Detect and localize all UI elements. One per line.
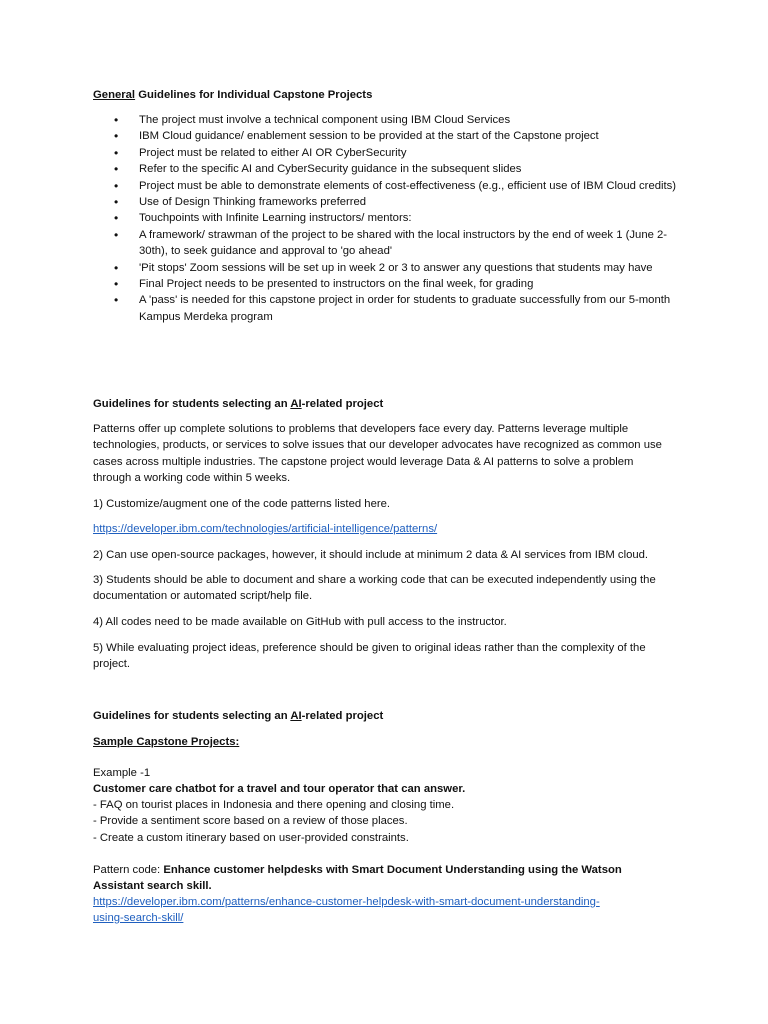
heading-ai-word: AI	[290, 710, 302, 722]
item-4-github: 4) All codes need to be made available on GitHub with pull access to the instructor.	[93, 616, 507, 628]
list-item: • Final Project needs to be presented to instructors on the final week, for grading	[93, 276, 683, 292]
heading-rest: Guidelines for Individual Capstone Projects	[135, 89, 373, 101]
ai-patterns-link[interactable]: https://developer.ibm.com/technologies/artificial-intelligence/patterns/	[93, 523, 438, 535]
pattern-code-title: Enhance customer helpdesks with Smart Document Understanding using the Watson Assistant search skill.	[93, 864, 622, 893]
list-item: • Project must be related to either AI OR CyberSecurity	[93, 145, 683, 161]
list-item: • IBM Cloud guidance/ enablement session to be provided at the start of the Capstone project	[93, 128, 683, 144]
example-label: Example -1	[93, 767, 151, 779]
example-line: - FAQ on tourist places in Indonesia and there opening and closing time.	[93, 799, 455, 811]
heading-text: -related project	[301, 398, 384, 410]
item-1-customize: 1) Customize/augment one of the code patterns listed here.	[93, 498, 391, 510]
example-line: - Provide a sentiment score based on a review of those places.	[93, 815, 408, 827]
list-item: • 'Pit stops' Zoom sessions will be set up in week 2 or 3 to answer any questions that students may have	[93, 260, 683, 276]
list-item: • Refer to the specific AI and CyberSecurity guidance in the subsequent slides	[93, 161, 683, 177]
item-3-documentation: 3) Students should be able to document and share a working code that can be executed independently using the documentation or automated script/help file.	[93, 574, 656, 603]
ai-guidelines-heading-2	[93, 708, 383, 724]
pattern-code-paragraph	[93, 862, 673, 895]
example-title: Customer care chatbot for a travel and tour operator that can answer.	[93, 783, 466, 795]
item-2-open-source: 2) Can use open-source packages, however, it should include at minimum 2 data & AI services from IBM cloud.	[93, 549, 649, 561]
heading-text: Guidelines for students selecting an	[93, 398, 291, 410]
pattern-link-line-1[interactable]: https://developer.ibm.com/patterns/enhance-customer-helpdesk-with-smart-document-understanding-	[93, 896, 600, 908]
general-guidelines-heading	[93, 87, 372, 103]
list-item: • Touchpoints with Infinite Learning instructors/ mentors:	[93, 210, 683, 226]
heading-text: -related project	[301, 710, 384, 722]
list-item: • The project must involve a technical component using IBM Cloud Services	[93, 112, 683, 128]
heading-text: Guidelines for students selecting an	[93, 710, 291, 722]
list-item: • Project must be able to demonstrate elements of cost-effectiveness (e.g., efficient use of IBM Cloud credits)	[93, 178, 683, 194]
patterns-intro-paragraph: Patterns offer up complete solutions to problems that developers face every day. Patterns leverage multiple technologies, products, or services to solve issues that our developer advocates have recognized as common use cases across multiple industries. The capstone project would leverage Data & AI patterns to solve a problem through a working code within 5 weeks.	[93, 423, 662, 485]
item-5-evaluation: 5) While evaluating project ideas, preference should be given to original ideas rather than the complexity of the project.	[93, 642, 646, 671]
list-item: • A framework/ strawman of the project to be shared with the local instructors by the end of week 1 (June 2-30th), to seek guidance and approval to 'go ahead'	[93, 227, 683, 260]
ai-guidelines-heading	[93, 396, 383, 412]
pattern-code-label: Pattern code:	[93, 864, 164, 876]
heading-ai-word: AI	[290, 398, 302, 410]
list-item: • Use of Design Thinking frameworks preferred	[93, 194, 683, 210]
general-guidelines-list	[93, 112, 683, 325]
pattern-link-line-2[interactable]: using-search-skill/	[93, 912, 184, 924]
sample-projects-heading: Sample Capstone Projects:	[93, 736, 240, 748]
list-item: • A 'pass' is needed for this capstone project in order for students to graduate successfully from our 5-month Kampus Merdeka program	[93, 292, 683, 325]
heading-general-word: General	[93, 89, 136, 101]
example-line: - Create a custom itinerary based on user-provided constraints.	[93, 832, 409, 844]
